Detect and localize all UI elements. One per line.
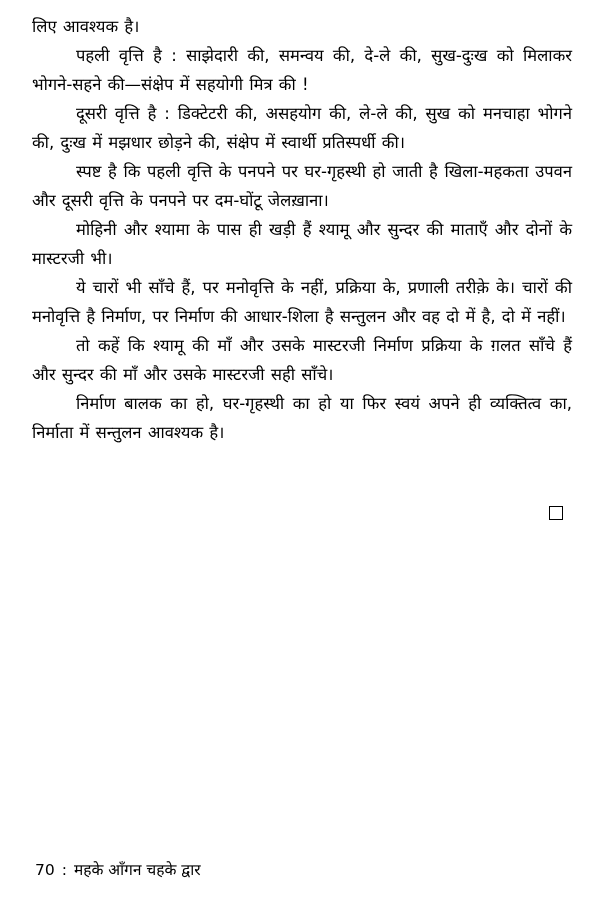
paragraph-second-tendency: दूसरी वृत्ति है : डिक्टेटरी की, असहयोग की, ले-ले की, सुख को मनचाहा भोगने की, दुःख में मझधार छोड़ने की, संक्षेप में स्वार्थी प्रतिस्पर्धी की। [32, 104, 572, 152]
footer-separator: : [61, 861, 67, 879]
paragraph-mothers-teachers: मोहिनी और श्यामा के पास ही खड़ी हैं श्यामू और सुन्दर की माताएँ और दोनों के मास्टरजी भी। [32, 220, 572, 268]
page-body [32, 12, 572, 447]
paragraph-first-tendency: पहली वृत्ति है : साझेदारी की, समन्वय की, दे-ले की, सुख-दुःख को मिलाकर भोगने-सहने की—संक्षेप में सहयोगी मित्र की ! [32, 46, 572, 94]
hollow-square-icon [549, 506, 563, 520]
page-number: 70 [35, 861, 55, 879]
page-footer [35, 860, 201, 880]
paragraph-continuation: लिए आवश्यक है। [32, 17, 140, 36]
book-title: महके आँगन चहके द्वार [73, 861, 201, 879]
paragraph-wrong-right-moulds: तो कहें कि श्यामू की माँ और उसके मास्टरजी निर्माण प्रक्रिया के ग़लत साँचे हैं और सुन्दर की माँ और उसके मास्टरजी सही साँचे। [32, 336, 572, 384]
paragraph-final-balance: निर्माण बालक का हो, घर-गृहस्थी का हो या फिर स्वयं अपने ही व्यक्तित्व का, निर्माता में सन्तुलन आवश्यक है। [32, 394, 572, 442]
paragraph-conclusion-tendencies: स्पष्ट है कि पहली वृत्ति के पनपने पर घर-गृहस्थी हो जाती है खिला-महकता उपवन और दूसरी वृत्ति के पनपने पर दम-घोंटू जेलख़ाना। [32, 162, 572, 210]
paragraph-four-moulds: ये चारों भी साँचे हैं, पर मनोवृत्ति के नहीं, प्रक्रिया के, प्रणाली तरीक़े के। चारों की मनोवृत्ति है निर्माण, पर निर्माण की आधार-शिला है सन्तुलन और वह दो में है, दो में नहीं। [32, 278, 572, 326]
